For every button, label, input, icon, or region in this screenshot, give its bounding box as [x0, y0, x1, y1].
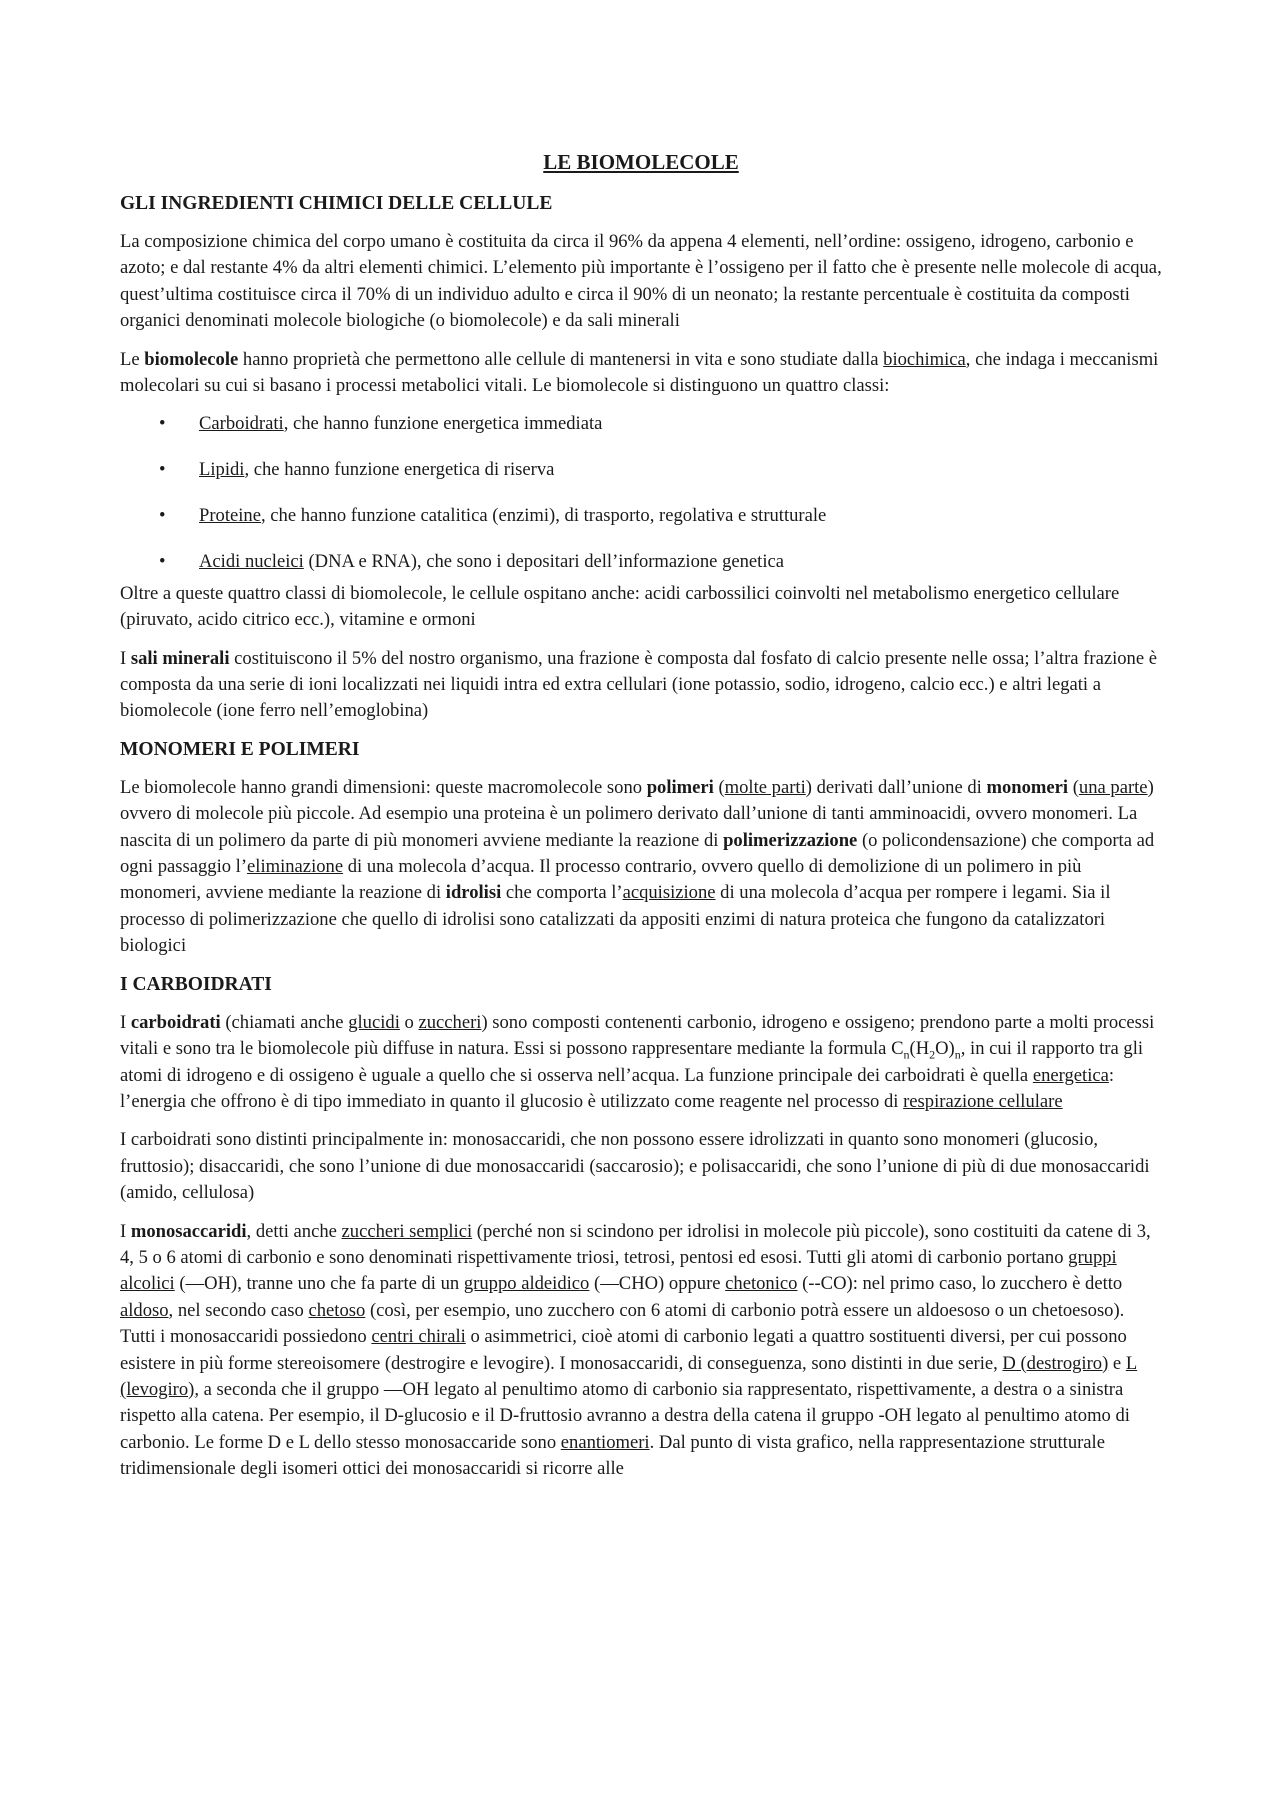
underlined-term-eliminazione: eliminazione [247, 856, 344, 878]
underlined-term-centri-chirali: centri chirali [371, 1326, 466, 1348]
text-run: I [120, 647, 131, 669]
text-run: , in cui il rapporto tra gli atomi di idrogeno e di ossigeno è uguale a quello che si osserva nell’acqua. La funzione principale dei carboidrati è quella [120, 1038, 1144, 1086]
text-run: (chiamati anche [220, 1011, 349, 1033]
underlined-term-glucidi: glucidi [348, 1011, 400, 1033]
underlined-term-proteine: Proteine [199, 505, 261, 527]
text-run: , che indaga i meccanismi molecolari su cui si basano i processi metabolici vitali. Le biomolecole si distinguono un quattro classi: [120, 348, 1159, 397]
underlined-term-acquisizione: acquisizione [622, 882, 716, 904]
text-run: I [120, 1220, 131, 1242]
text-run: , detti anche [246, 1220, 342, 1242]
underlined-term-biochimica: biochimica [883, 348, 966, 370]
underlined-term-aldoso: aldoso [120, 1299, 169, 1321]
text-run: che comporta l’ [501, 882, 623, 904]
text-run: (DNA e RNA), che sono i depositari dell’informazione genetica [303, 550, 784, 572]
text-run: , a seconda che il gruppo —OH legato al penultimo atomo di carbonio sia rappresentato, rispettivamente, a destra o a sinistra rispetto alla catena. Per esempio, il D-glucosio e il D-fruttosio avranno a destra della catena il gruppo -OH legato al penultimo atomo di carbonio. Le forme D e L dello stesso monosaccaride sono [120, 1378, 1130, 1453]
text-run: (o policondensazione) che comporta ad ogni passaggio l’ [120, 829, 1155, 878]
underlined-term-acidi-nucleici: Acidi nucleici [199, 550, 304, 572]
bold-term-monomeri: monomeri [986, 776, 1069, 798]
page-title: LE BIOMOLECOLE [543, 150, 739, 174]
underlined-term-enantiomeri: enantiomeri [560, 1431, 650, 1453]
underlined-term-gruppi-alcolici: gruppi alcolici [120, 1246, 1117, 1295]
underlined-term-levogiro: L (levogiro) [120, 1352, 1138, 1400]
text-run: (H [909, 1038, 930, 1060]
text-run: (—CHO) oppure [589, 1273, 726, 1295]
paragraph-polimeri [120, 775, 1162, 960]
text-run: , che hanno funzione energetica immediata [283, 413, 603, 435]
text-run: I [120, 1011, 131, 1033]
text-run: Le [120, 348, 145, 370]
bullet-icon: • [159, 550, 166, 572]
bullet-icon: • [159, 505, 166, 527]
text-run: di una molecola d’acqua. Il processo contrario, ovvero quello di demolizione di un polimero in più monomeri, avviene mediante la reazione di [120, 856, 1082, 904]
underlined-term-chetonico: chetonico [725, 1273, 798, 1295]
paragraph-classificazione: I carboidrati sono distinti principalmente in: monosaccaridi, che non possono essere idrolizzati in quanto sono monomeri (glucosio, fruttosio); disaccaridi, che sono l’unione di due monosaccaridi (saccarosio); e polisaccaridi, che sono l’unione di più di due monosaccaridi (amido, cellulosa) [120, 1129, 1150, 1204]
underlined-term-zuccheri: zuccheri [418, 1011, 482, 1033]
document-page [120, 148, 1162, 1495]
underlined-term-respirazione-cellulare: respirazione cellulare [903, 1090, 1063, 1112]
text-run: , che hanno funzione catalitica (enzimi), di trasporto, regolativa e strutturale [260, 505, 827, 527]
bold-term-carboidrati: carboidrati [130, 1011, 221, 1033]
text-run: ) ovvero di molecole più piccole. Ad esempio una proteina è un polimero derivato dall’unione di tanti amminoacidi, ovvero monomeri. La nascita di un polimero da parte di più monomeri avviene mediante la reazione di [120, 776, 1154, 851]
underlined-term-gruppo-aldeidico: gruppo aldeidico [463, 1273, 590, 1295]
text-run: e [1108, 1352, 1126, 1374]
bold-term-sali-minerali: sali minerali [130, 647, 230, 669]
text-run: ( [713, 776, 725, 798]
bold-term-biomolecole: biomolecole [144, 348, 239, 370]
text-run: (—OH), tranne uno che fa parte di un [174, 1273, 464, 1295]
text-run: o [399, 1011, 419, 1033]
paragraph-biomolecole [120, 347, 1162, 400]
text-run: (--CO): nel primo caso, lo zucchero è detto [797, 1273, 1123, 1295]
section-heading-monomeri: MONOMERI E POLIMERI [120, 738, 360, 760]
text-run: ( [1068, 776, 1079, 798]
list-item [120, 457, 1162, 483]
text-run: ) sono composti contenenti carbonio, idrogeno e ossigeno; prendono parte a molti processi vitali e sono tra le biomolecole più diffuse in natura. Essi si possono rappresentare mediante la formula C [120, 1011, 1155, 1060]
formula-subscript: n [954, 1047, 961, 1062]
underlined-term-una-parte: una parte [1078, 776, 1148, 798]
bold-term-polimerizzazione: polimerizzazione [723, 829, 858, 851]
text-run: : l’energia che offrono è di tipo immediato in quanto il glucosio è utilizzato come reagente nel processo di [120, 1064, 1115, 1112]
list-item [120, 503, 1162, 529]
underlined-term-molte-parti: molte parti [724, 776, 806, 798]
list-item [120, 411, 1162, 437]
text-run: hanno proprietà che permettono alle cellule di mantenersi in vita e sono studiate dalla [238, 348, 884, 370]
underlined-term-lipidi: Lipidi [199, 459, 245, 481]
list-item [120, 549, 1162, 575]
underlined-term-energetica: energetica [1032, 1064, 1109, 1086]
text-run: Le biomolecole hanno grandi dimensioni: queste macromolecole sono [120, 776, 647, 798]
text-run: (perché non si scindono per idrolisi in molecole più piccole), sono costituiti da catene di 3, 4, 5 o 6 atomi di carbonio e sono denominati rispettivamente triosi, tetrosi, pentosi ed esosi. Tutti gli atomi di carbonio portano [120, 1220, 1151, 1268]
bold-term-idrolisi: idrolisi [445, 882, 502, 904]
paragraph-composizione: La composizione chimica del corpo umano è costituita da circa il 96% da appena 4 elementi, nell’ordine: ossigeno, idrogeno, carbonio e azoto; e dal restante 4% da altri elementi chimici. L’elemento più importante è l’ossigeno per il fatto che è presente nelle molecole di acqua, quest’ultima costituisce circa il 70% di un individuo adulto e circa il 90% di un neonato; la restante percentuale è costituita da composti organici denominati molecole biologiche (o biomolecole) e da sali minerali [120, 231, 1162, 332]
paragraph-sali-minerali [120, 646, 1162, 725]
text-run: . Dal punto di vista grafico, nella rappresentazione strutturale tridimensionale degli isomeri ottici dei monosaccaridi si ricorre alle [120, 1431, 1105, 1480]
formula-subscript: 2 [929, 1047, 936, 1062]
underlined-term-destrogiro: D (destrogiro) [1002, 1352, 1109, 1374]
formula-subscript: n [903, 1047, 910, 1062]
biomolecule-classes-list [120, 411, 1162, 574]
bold-term-polimeri: polimeri [646, 776, 714, 798]
text-run: , che hanno funzione energetica di riserva [244, 459, 555, 481]
text-run: , nel secondo caso [168, 1299, 309, 1321]
text-run: di una molecola d’acqua per rompere i legami. Sia il processo di polimerizzazione che quello di idrolisi sono catalizzati da appositi enzimi di natura proteica che fungono da catalizzatori biologici [120, 882, 1111, 957]
bold-term-monosaccaridi: monosaccaridi [130, 1220, 247, 1242]
section-heading-ingredienti: GLI INGREDIENTI CHIMICI DELLE CELLULE [120, 193, 553, 214]
paragraph-carboidrati-intro [120, 1010, 1162, 1116]
paragraph-monosaccaridi [120, 1219, 1162, 1483]
text-run: O) [935, 1038, 955, 1060]
bullet-icon: • [159, 413, 166, 435]
underlined-term-carboidrati: Carboidrati [199, 413, 284, 435]
bullet-icon: • [159, 459, 166, 481]
text-run: ) derivati dall’unione di [805, 776, 987, 798]
underlined-term-chetoso: chetoso [308, 1299, 366, 1321]
underlined-term-zuccheri-semplici: zuccheri semplici [341, 1220, 473, 1242]
text-run: o asimmetrici, cioè atomi di carbonio legati a quattro sostituenti diversi, per cui possono esistere in più forme stereoisomere (destrogire e levogire). I monosaccaridi, di conseguenza, sono distinti in due serie, [120, 1326, 1127, 1374]
text-run: (così, per esempio, uno zucchero con 6 atomi di carbonio potrà essere un aldoesoso o un chetoesoso). Tutti i monosaccaridi possiedono [120, 1299, 1125, 1348]
text-run: costituiscono il 5% del nostro organismo, una frazione è composta dal fosfato di calcio presente nelle ossa; l’altra frazione è composta da una serie di ioni localizzati nei liquidi intra ed extra cellulari (ione potassio, sodio, idrogeno, calcio ecc.) e altri legati a biomolecole (ione ferro nell’emoglobina) [120, 647, 1157, 722]
paragraph-altre-molecole: Oltre a queste quattro classi di biomolecole, le cellule ospitano anche: acidi carbossilici coinvolti nel metabolismo energetico cellulare (piruvato, acido citrico ecc.), vitamine e ormoni [120, 582, 1120, 631]
section-heading-carboidrati: I CARBOIDRATI [120, 973, 272, 995]
